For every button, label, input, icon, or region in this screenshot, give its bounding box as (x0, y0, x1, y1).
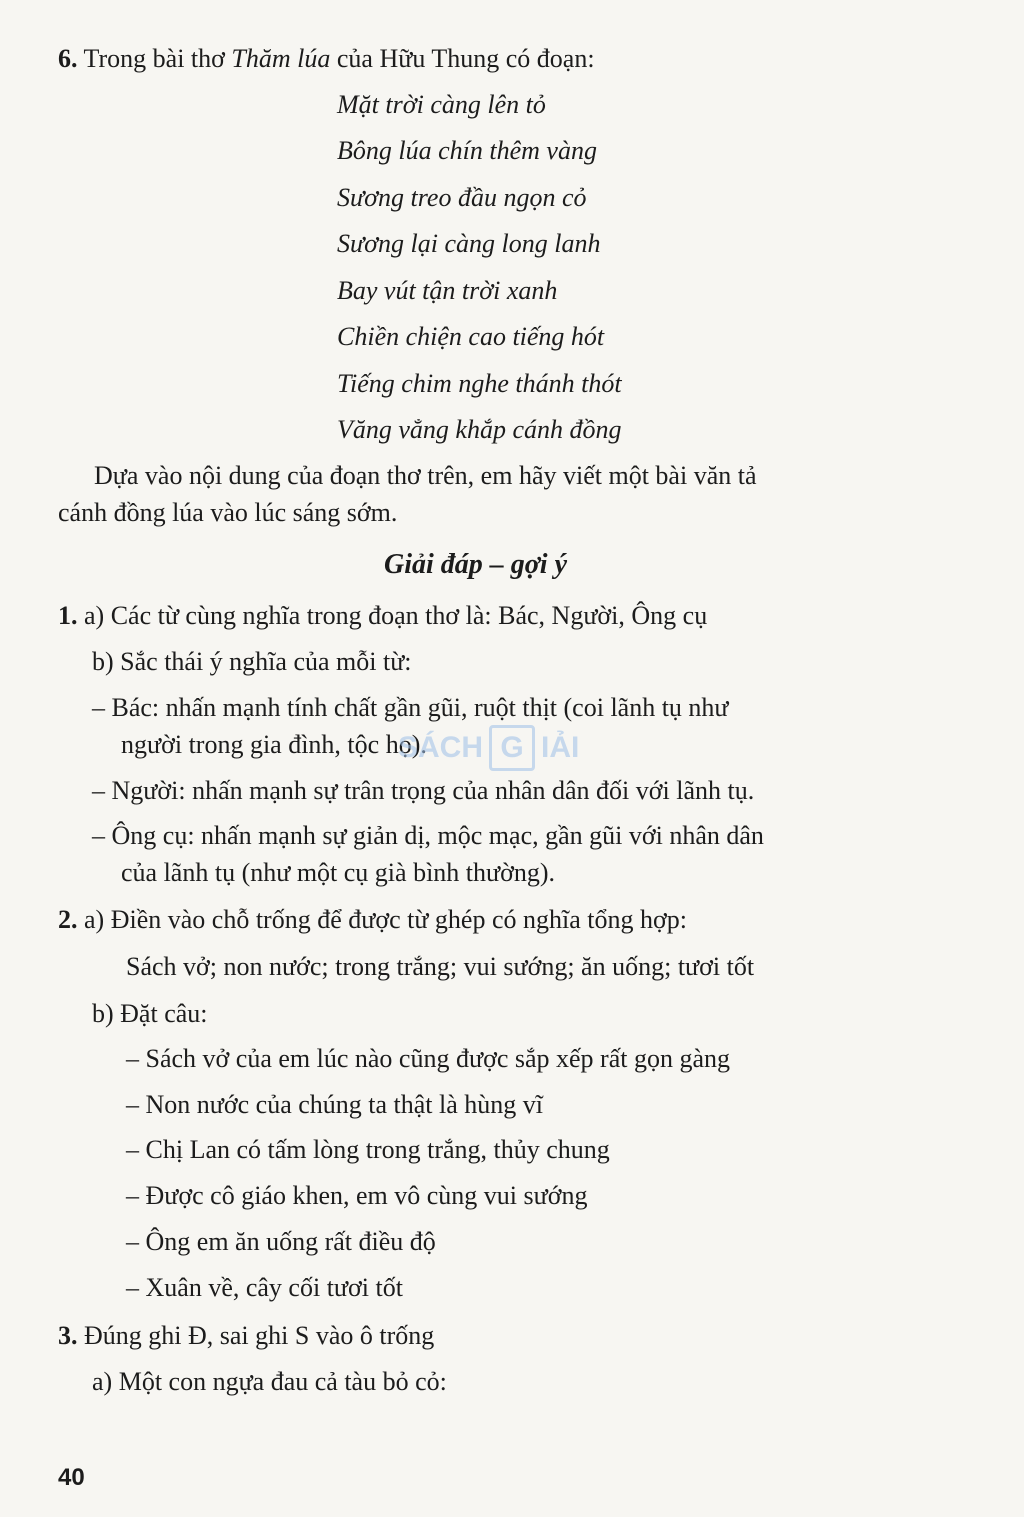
poem-line: Mặt trời càng lên tỏ (337, 90, 546, 119)
poem-line: Văng vẳng khắp cánh đồng (337, 415, 622, 444)
answer-2-number: 2. (58, 905, 78, 934)
poem-line: Chiền chiện cao tiếng hót (337, 322, 605, 351)
q6-task-line: Dựa vào nội dung của đoạn thơ trên, em hãy viết một bài văn tả (94, 461, 757, 490)
sentence-item: – Non nước của chúng ta thật là hùng vĩ (126, 1090, 544, 1119)
answer-1-ongcu-cont: của lãnh tụ (như một cụ già bình thường). (121, 858, 556, 887)
q6-intro: 6. Trong bài thơ Thăm lúa của Hữu Thung có đoạn: (58, 44, 595, 73)
answer-3-number: 3. (58, 1321, 78, 1350)
answer-2b: b) Đặt câu: (92, 999, 208, 1028)
answer-1b: b) Sắc thái ý nghĩa của mỗi từ: (92, 647, 412, 676)
sentence-item: – Xuân về, cây cối tươi tốt (126, 1273, 403, 1302)
section-heading: Giải đáp – gợi ý (384, 549, 568, 580)
answer-1-nguoi: – Người: nhấn mạnh sự trân trọng của nhân dân đối với lãnh tụ. (92, 776, 755, 805)
poem-title: Thăm lúa (231, 44, 331, 73)
q6-number: 6. (58, 44, 78, 73)
answer-1-bac-cont: người trong gia đình, tộc họ). (121, 730, 427, 759)
poem-line: Bông lúa chín thêm vàng (337, 136, 597, 165)
page-number: 40 (58, 1464, 85, 1491)
answer-1-bac: – Bác: nhấn mạnh tính chất gần gũi, ruột thịt (coi lãnh tụ như (92, 693, 729, 722)
poem-line: Sương treo đầu ngọn cỏ (337, 183, 587, 212)
answer-1-number: 1. (58, 601, 78, 630)
sentence-item: – Sách vở của em lúc nào cũng được sắp xếp rất gọn gàng (126, 1044, 731, 1073)
answer-3a: a) Một con ngựa đau cả tàu bỏ cỏ: (92, 1367, 447, 1396)
watermark-logo: SÁCH G IẢI (398, 724, 616, 772)
sentence-item: – Chị Lan có tấm lòng trong trắng, thủy chung (126, 1135, 610, 1164)
answer-1a: 1. a) Các từ cùng nghĩa trong đoạn thơ là: Bác, Người, Ông cụ (58, 601, 708, 630)
poem-line: Tiếng chim nghe thánh thót (337, 369, 622, 398)
poem-line: Bay vút tận trời xanh (337, 276, 558, 305)
answer-3: 3. Đúng ghi Đ, sai ghi S vào ô trống (58, 1321, 435, 1350)
sentence-item: – Được cô giáo khen, em vô cùng vui sướng (126, 1181, 588, 1210)
watermark-g-icon: G (489, 725, 535, 771)
answer-2-words: Sách vở; non nước; trong trắng; vui sướng; ăn uống; tươi tốt (126, 952, 755, 981)
sentence-item: – Ông em ăn uống rất điều độ (126, 1227, 436, 1256)
poem-line: Sương lại càng long lanh (337, 229, 601, 258)
answer-1-ongcu: – Ông cụ: nhấn mạnh sự giản dị, mộc mạc, gần gũi với nhân dân (92, 821, 764, 850)
answer-2a: 2. a) Điền vào chỗ trống để được từ ghép có nghĩa tổng hợp: (58, 905, 687, 934)
q6-task-line: cánh đồng lúa vào lúc sáng sớm. (58, 498, 398, 527)
